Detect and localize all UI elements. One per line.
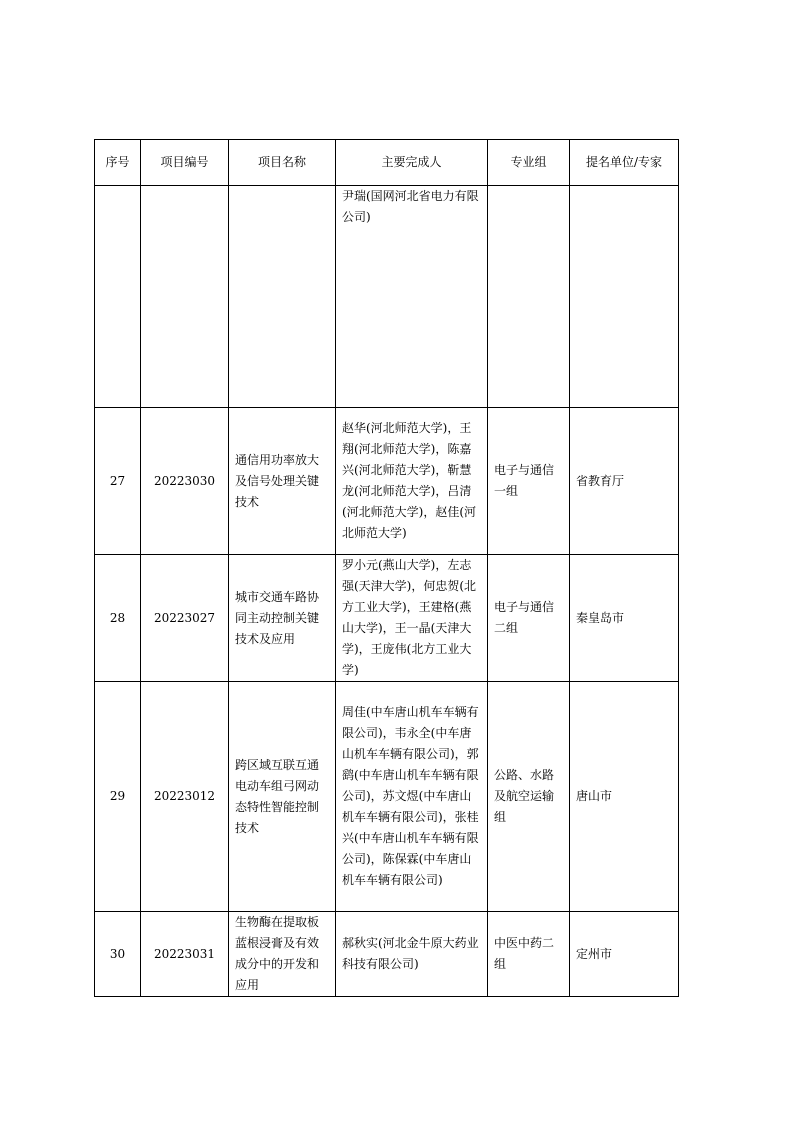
cell-nominator: 定州市: [570, 912, 679, 997]
cell-specialty-group: 中医中药二组: [488, 912, 570, 997]
cell-index: 29: [95, 682, 141, 912]
header-main-contributors: 主要完成人: [336, 140, 488, 186]
cell-project-code: 20223027: [141, 555, 229, 682]
header-project-code: 项目编号: [141, 140, 229, 186]
cell-project-name: 城市交通车路协同主动控制关键技术及应用: [229, 555, 336, 682]
cell-project-name: [229, 186, 336, 408]
table-row: [95, 682, 679, 912]
cell-project-name: 跨区域互联互通电动车组弓网动态特性智能控制技术: [229, 682, 336, 912]
cell-project-code: 20223012: [141, 682, 229, 912]
cell-main-contributors: 罗小元(燕山大学)，左志强(天津大学)，何忠贺(北方工业大学)，王建格(燕山大学)，王一晶(天津大学)，王庞伟(北方工业大学): [336, 555, 488, 682]
cell-specialty-group: 公路、水路及航空运输组: [488, 682, 570, 912]
header-nominator: 提名单位/专家: [570, 140, 679, 186]
cell-main-contributors: 周佳(中车唐山机车车辆有限公司)，韦永全(中车唐山机车车辆有限公司)，郭鹞(中车唐山机车车辆有限公司)，苏文煜(中车唐山机车车辆有限公司)，张桂兴(中车唐山机车车辆有限公司)，陈保霖(中车唐山机车车辆有限公司): [336, 682, 488, 912]
cell-nominator: [570, 186, 679, 408]
cell-main-contributors: 赵华(河北师范大学)，王翔(河北师范大学)，陈嘉兴(河北师范大学)，靳慧龙(河北师范大学)，吕清(河北师范大学)，赵佳(河北师范大学): [336, 408, 488, 555]
cell-project-name: 通信用功率放大及信号处理关键技术: [229, 408, 336, 555]
cell-index: 27: [95, 408, 141, 555]
table-row: [95, 555, 679, 682]
cell-project-name: 生物酶在提取板蓝根浸膏及有效成分中的开发和应用: [229, 912, 336, 997]
cell-specialty-group: 电子与通信一组: [488, 408, 570, 555]
cell-project-code: [141, 186, 229, 408]
cell-specialty-group: 电子与通信二组: [488, 555, 570, 682]
header-project-name: 项目名称: [229, 140, 336, 186]
awards-table: [94, 139, 679, 997]
cell-nominator: 省教育厅: [570, 408, 679, 555]
cell-index: [95, 186, 141, 408]
cell-specialty-group: [488, 186, 570, 408]
cell-main-contributors: 郝秋实(河北金牛原大药业科技有限公司): [336, 912, 488, 997]
cell-index: 30: [95, 912, 141, 997]
table-row: [95, 408, 679, 555]
table-row: [95, 186, 679, 408]
cell-nominator: 唐山市: [570, 682, 679, 912]
cell-index: 28: [95, 555, 141, 682]
header-specialty-group: 专业组: [488, 140, 570, 186]
cell-project-code: 20223030: [141, 408, 229, 555]
table-row: [95, 912, 679, 997]
cell-project-code: 20223031: [141, 912, 229, 997]
table-header-row: [95, 140, 679, 186]
cell-main-contributors: 尹瑞(国网河北省电力有限公司): [336, 186, 488, 408]
header-index: 序号: [95, 140, 141, 186]
cell-nominator: 秦皇岛市: [570, 555, 679, 682]
